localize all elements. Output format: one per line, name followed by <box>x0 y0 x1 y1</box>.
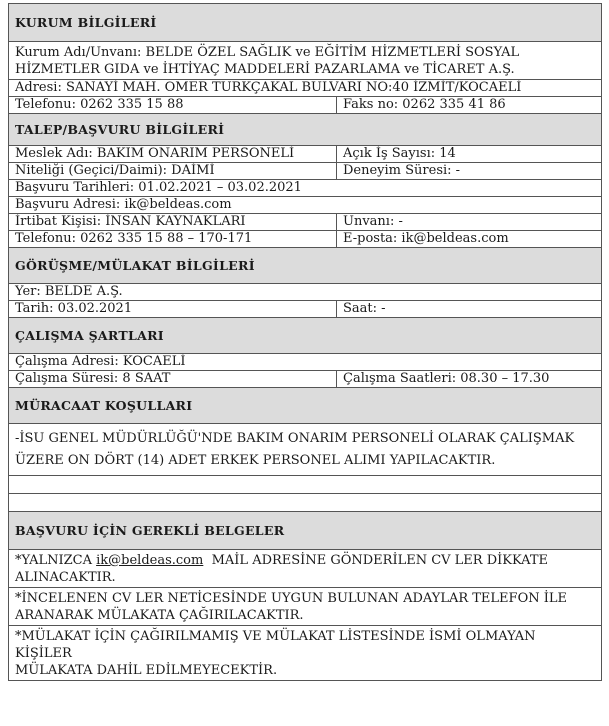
section-gorusme-title: GÖRÜŞME/MÜLAKAT BİLGİLERİ <box>15 258 255 273</box>
kurum-telefon-row <box>8 96 602 113</box>
talep-tarih: Başvuru Tarihleri: 01.02.2021 – 03.02.2021 <box>15 180 302 195</box>
talep-irtibat: İrtibat Kişisi: İNSAN KAYNAKLARI <box>9 214 337 230</box>
application-form <box>8 3 602 681</box>
talep-telefon: Telefonu: 0262 335 15 88 – 170-171 <box>9 231 337 247</box>
kurum-adi-line1: Kurum Adı/Unvanı: BELDE ÖZEL SAĞLIK ve EĞİTİM HİZMETLERİ SOSYAL <box>15 45 520 60</box>
talep-tarih-row <box>8 179 602 196</box>
gorusme-yer-row <box>8 283 602 300</box>
talep-telefon-row <box>8 230 602 247</box>
belge-1-prefix: *YALNIZCA <box>15 553 97 568</box>
kurum-faks: Faks no: 0262 335 41 86 <box>343 97 506 112</box>
section-calisma-title: ÇALIŞMA ŞARTLARI <box>15 328 164 343</box>
section-kurum-title: KURUM BİLGİLERİ <box>15 15 157 30</box>
section-belgeler-title: BAŞVURU İÇİN GEREKLİ BELGELER <box>15 523 285 538</box>
muracaat-line1: -İSU GENEL MÜDÜRLÜĞÜ'NDE BAKIM ONARIM PERSONELİ OLARAK ÇALIŞMAK <box>15 431 575 446</box>
muracaat-cell <box>8 423 602 475</box>
talep-irtibat-row <box>8 213 602 230</box>
talep-eposta: E-posta: ik@beldeas.com <box>343 231 509 246</box>
calisma-sure-row <box>8 370 602 387</box>
gorusme-saat: Saat: - <box>343 301 386 316</box>
talep-adres-row <box>8 196 602 213</box>
gorusme-tarih-row <box>8 300 602 317</box>
calisma-adres: Çalışma Adresi: KOCAELİ <box>15 354 186 369</box>
talep-nitelik-row <box>8 162 602 179</box>
kurum-adres-row <box>8 79 602 96</box>
section-muracaat-title: MÜRACAAT KOŞULLARI <box>15 398 193 413</box>
section-calisma-header <box>8 317 602 353</box>
belge-2-line2: ARANARAK MÜLAKATA ÇAĞIRILACAKTIR. <box>15 608 304 623</box>
talep-unvani: Unvanı: - <box>343 214 403 229</box>
belge-2-cell <box>8 587 602 625</box>
kurum-adi-cell <box>8 41 602 79</box>
section-talep-header <box>8 113 602 145</box>
kurum-adres: Adresi: SANAYİ MAH. ÖMER TÜRKÇAKAL BULVARI NO:40 İZMİT/KOCAELİ <box>15 80 522 95</box>
gorusme-tarih: Tarih: 03.02.2021 <box>9 301 337 317</box>
talep-deneyim: Deneyim Süresi: - <box>343 163 461 178</box>
calisma-adres-row <box>8 353 602 370</box>
belge-2-line1: *İNCELENEN CV LER NETİCESİNDE UYGUN BULUNAN ADAYLAR TELEFON İLE <box>15 591 567 606</box>
section-gorusme-header <box>8 247 602 283</box>
belge-1-suffix: MAİL ADRESİNE GÖNDERİLEN CV LER DİKKATE <box>203 553 549 568</box>
empty-row-2 <box>8 493 602 511</box>
kurum-telefon: Telefonu: 0262 335 15 88 <box>9 97 337 113</box>
talep-meslek-row <box>8 145 602 162</box>
belge-1-line2: ALINACAKTIR. <box>15 570 116 585</box>
belge-3-line2: MÜLAKATA DAHİL EDİLMEYECEKTİR. <box>15 663 278 678</box>
kurum-adi-line2: HİZMETLER GIDA ve İHTİYAÇ MADDELERİ PAZARLAMA ve TİCARET A.Ş. <box>15 62 515 77</box>
talep-meslek: Meslek Adı: BAKIM ONARIM PERSONELİ <box>9 146 337 162</box>
section-talep-title: TALEP/BAŞVURU BİLGİLERİ <box>15 122 225 137</box>
section-muracaat-header <box>8 387 602 423</box>
belge-3-line1: *MÜLAKAT İÇİN ÇAĞIRILMAMIŞ VE MÜLAKAT LİSTESİNDE İSMİ OLMAYAN KİŞİLER <box>15 629 536 661</box>
talep-acik-is: Açık İş Sayısı: 14 <box>343 146 456 161</box>
calisma-saatler: Çalışma Saatleri: 08.30 – 17.30 <box>343 371 550 386</box>
belge-1-line1 <box>15 552 595 569</box>
gorusme-yer: Yer: BELDE A.Ş. <box>15 284 123 299</box>
section-belgeler-header <box>8 511 602 549</box>
talep-niteligi: Niteliği (Geçici/Daimi): DAİMİ <box>9 163 337 179</box>
muracaat-line2: ÜZERE ON DÖRT (14) ADET ERKEK PERSONEL ALIMI YAPILACAKTIR. <box>15 453 496 468</box>
belge-1-cell <box>8 549 602 587</box>
belge-3-cell <box>8 625 602 681</box>
empty-row-1 <box>8 475 602 493</box>
talep-adres: Başvuru Adresi: ik@beldeas.com <box>15 197 232 212</box>
section-kurum-header <box>8 3 602 41</box>
belge-1-email-link[interactable]: ik@beldeas.com <box>96 553 204 568</box>
calisma-sure: Çalışma Süresi: 8 SAAT <box>9 371 337 387</box>
